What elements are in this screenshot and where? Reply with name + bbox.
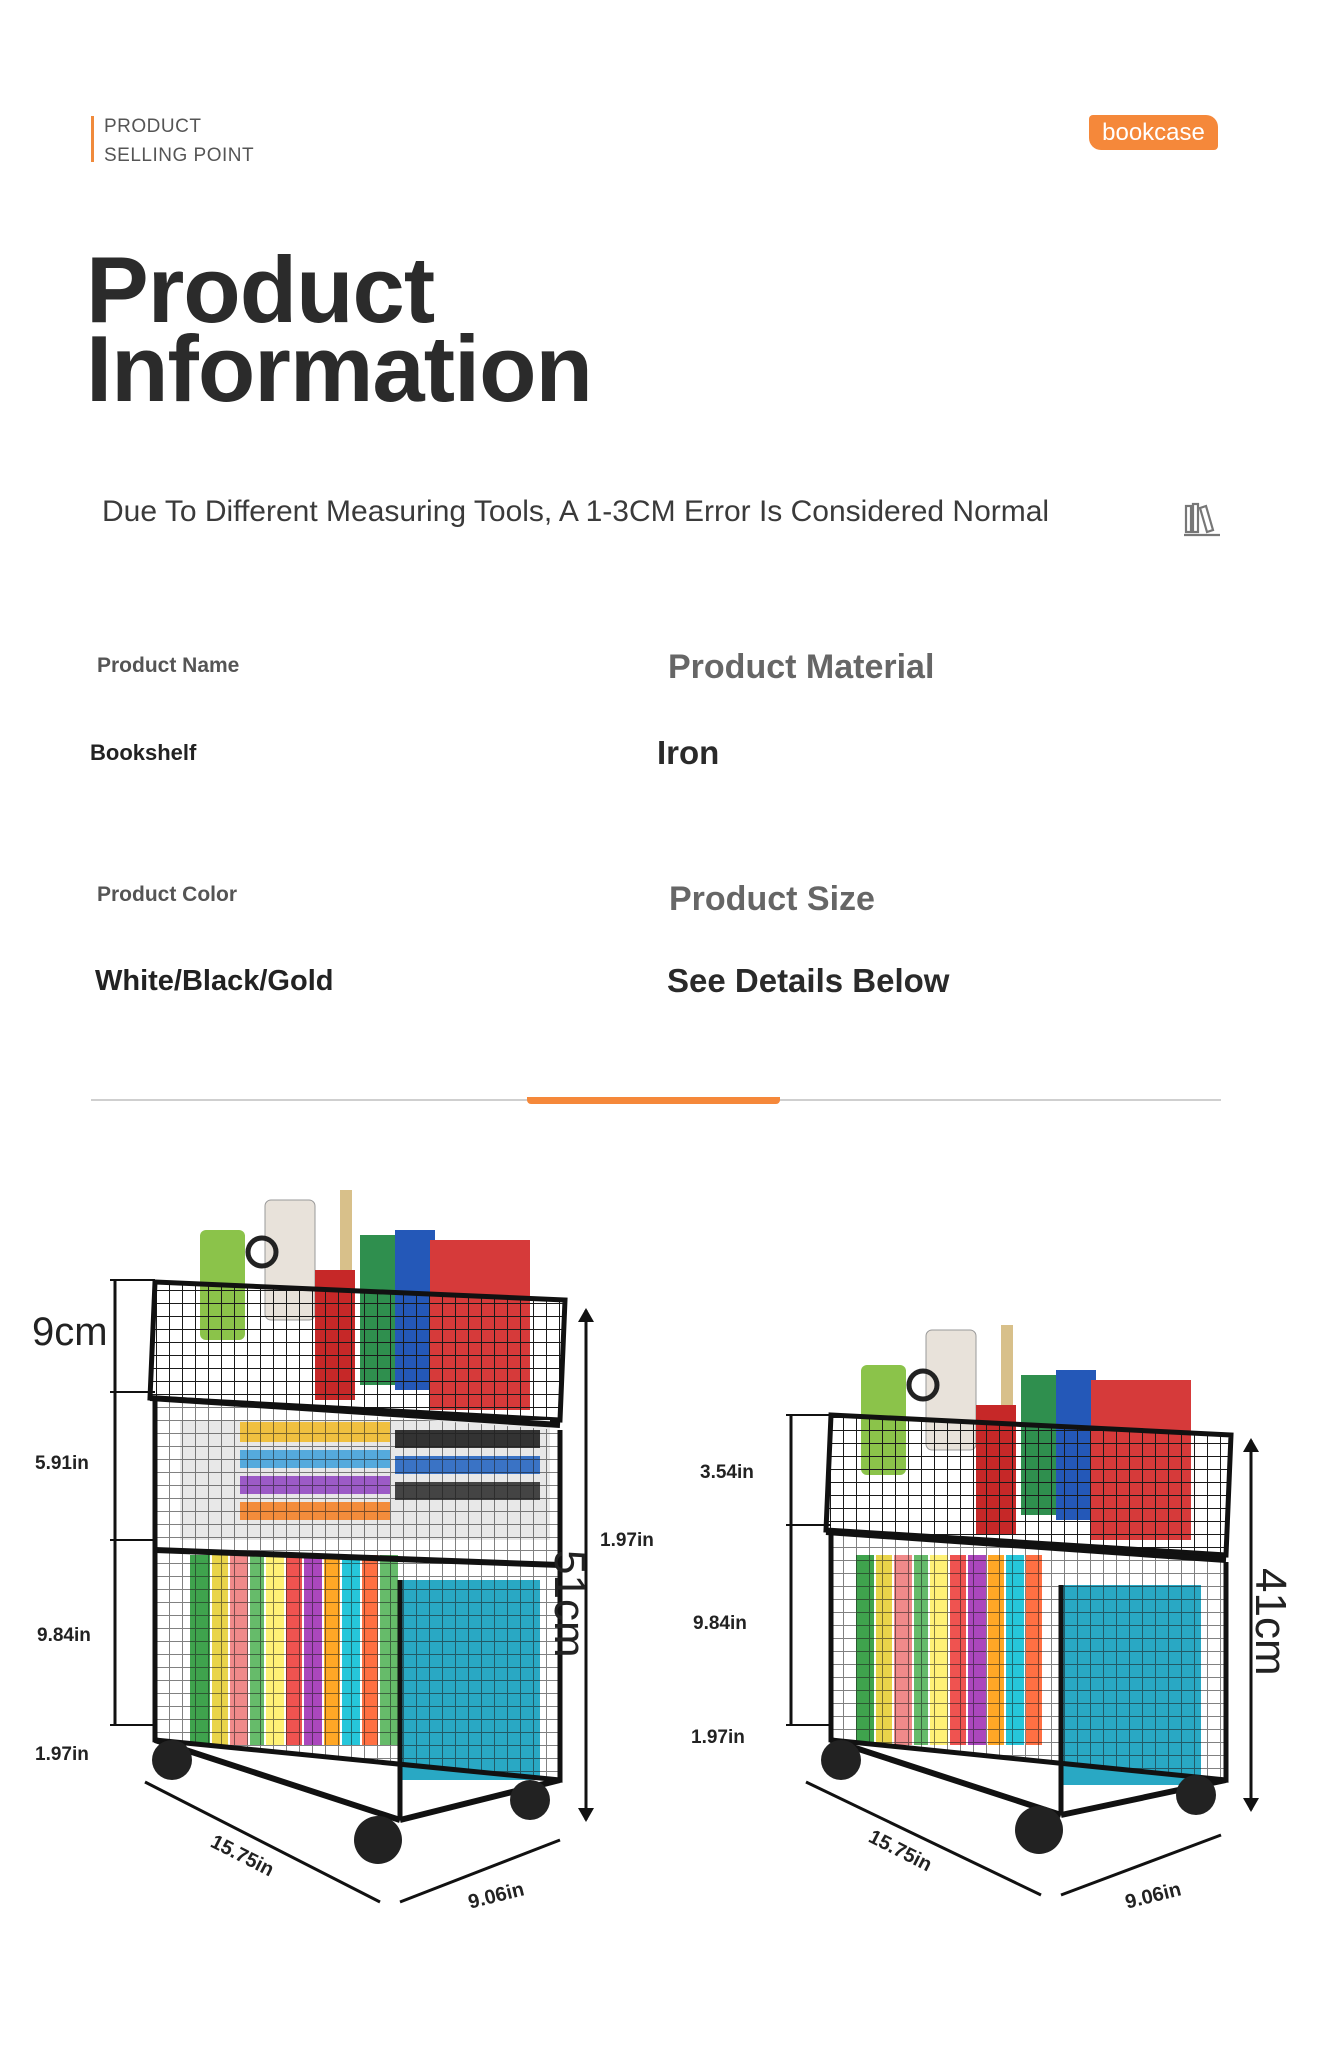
left-depth-label: 9.06in bbox=[466, 1878, 527, 1914]
selling-point-line1: PRODUCT bbox=[104, 116, 202, 137]
selling-point-accent-bar bbox=[91, 116, 94, 162]
product-color-label: Product Color bbox=[97, 883, 237, 906]
main-frame bbox=[831, 1532, 1226, 1780]
selling-point-line2: SELLING POINT bbox=[104, 145, 255, 166]
product-size-label: Product Size bbox=[669, 880, 875, 918]
bookshelf-two-tier-diagram bbox=[661, 1300, 1322, 1960]
wheel bbox=[1176, 1775, 1216, 1815]
product-name-label: Product Name bbox=[97, 654, 240, 677]
right-width-label: 15.75in bbox=[864, 1825, 936, 1877]
left-dim-1: 5.91in bbox=[35, 1453, 89, 1474]
wheel bbox=[821, 1740, 861, 1780]
product-material-value: Iron bbox=[657, 734, 720, 771]
product-color-value: White/Black/Gold bbox=[95, 965, 334, 997]
right-dim-1: 3.54in bbox=[700, 1462, 754, 1483]
wheel bbox=[354, 1816, 402, 1864]
left-top-cm-label: 9cm bbox=[32, 1310, 108, 1354]
product-material-label: Product Material bbox=[668, 648, 935, 686]
left-dim-3: 9.84in bbox=[37, 1625, 91, 1646]
page-title-line2: Information bbox=[86, 316, 592, 421]
main-frame bbox=[155, 1400, 560, 1780]
page-title-line1: Product bbox=[86, 237, 435, 342]
right-height-cm-label: 41cm bbox=[1246, 1568, 1295, 1676]
depth-dimension-line bbox=[1061, 1835, 1221, 1895]
product-size-value: See Details Below bbox=[667, 962, 950, 999]
right-depth-label: 9.06in bbox=[1123, 1878, 1184, 1914]
right-dim-2: 9.84in bbox=[693, 1613, 747, 1634]
page-title bbox=[86, 237, 592, 421]
wheel bbox=[510, 1780, 550, 1820]
left-dim-4: 1.97in bbox=[35, 1744, 89, 1765]
wheel bbox=[1015, 1806, 1063, 1854]
wheel bbox=[152, 1740, 192, 1780]
left-dim-2: 1.97in bbox=[600, 1530, 654, 1551]
selling-point-label bbox=[104, 112, 254, 170]
left-height-cm-label: 51cm bbox=[545, 1550, 594, 1658]
books-icon bbox=[1182, 498, 1222, 538]
section-divider-accent bbox=[527, 1097, 780, 1104]
product-name-value: Bookshelf bbox=[90, 740, 197, 765]
measurement-note: Due To Different Measuring Tools, A 1-3CM Error Is Considered Normal bbox=[102, 495, 1050, 528]
left-width-label: 15.75in bbox=[206, 1830, 278, 1882]
category-badge: bookcase bbox=[1089, 115, 1218, 150]
right-dim-3: 1.97in bbox=[691, 1727, 745, 1748]
